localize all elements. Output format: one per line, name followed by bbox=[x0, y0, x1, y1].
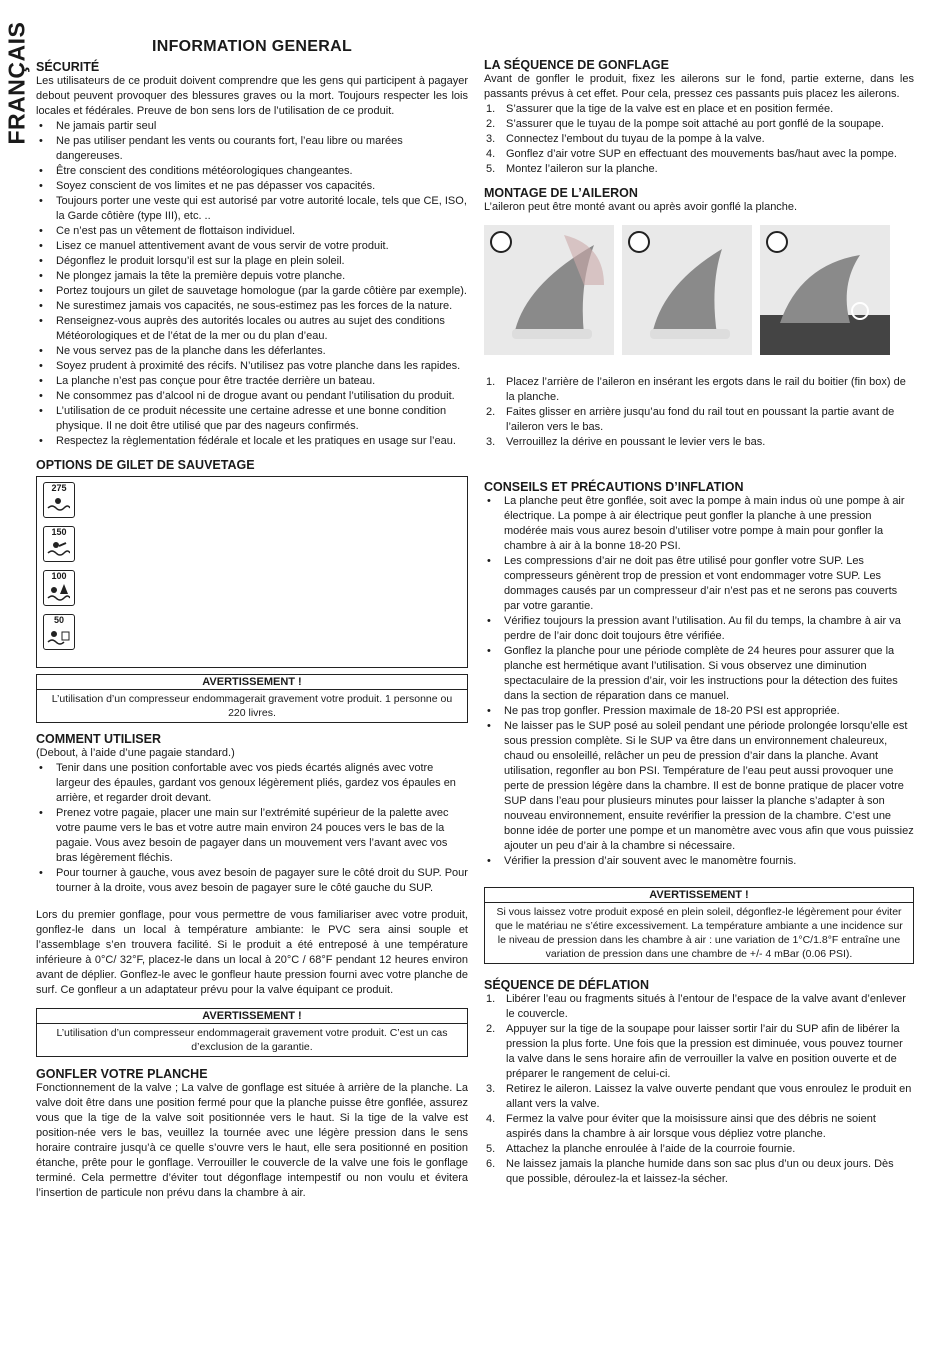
language-label: FRANÇAIS bbox=[3, 21, 30, 145]
securite-item: • Être conscient des conditions météorologiques changeantes. bbox=[36, 164, 468, 179]
swimmer-icon bbox=[46, 538, 70, 558]
language-tab bbox=[3, 21, 30, 145]
sequence-item: 5. Montez l’aileron sur la planche. bbox=[486, 163, 658, 175]
conseils-item: • Gonflez la planche pour une période complète de 24 heures pour assurer que la planche est hermétique avant l’utilisation. Si vous observez une diminution spectaculaire de la pression d’air, voir les instructions pour la détection des fuites dans la section de réparation dans ce manuel. bbox=[484, 644, 914, 704]
step-circle bbox=[490, 231, 512, 253]
gilet-options-box bbox=[36, 476, 468, 668]
sequence-item-text: S’assurer que le tuyau de la pompe soit attaché au port gonflé de la soupape. bbox=[506, 118, 884, 130]
securite-item: • Portez toujours un gilet de sauvetage homologue (par la garde côtière par exemple). bbox=[36, 284, 468, 299]
aileron-item: 1. Placez l’arrière de l’aileron en insérant les ergots dans le rail du boitier (fin box) de la planche. bbox=[486, 376, 906, 403]
utiliser-section bbox=[36, 732, 468, 998]
securite-item: • Ne consommez pas d’alcool ni de drogue avant ou pendant l’utilisation du produit. bbox=[36, 389, 468, 404]
utiliser-item: • Pour tourner à gauche, vous avez besoin de pagayer sure le côté droit du SUP. Pour tourner à la droite, vous avez besoin de pagayer sure le côté gauche du SUP. bbox=[36, 866, 468, 896]
sequence-item-text: Montez l’aileron sur la planche. bbox=[506, 163, 658, 175]
conseils-item: • Les compressions d’air ne doit pas être utilisé pour gonfler votre SUP. Les compresseurs génèrent trop de pression et vont endommager votre SUP. Les dommages causés par un compresseur d’air n’est pas et ne serons pas couverts par votre garantie. bbox=[484, 554, 914, 614]
conseils-item: • Ne pas trop gonfler. Pression maximale de 18-20 PSI est appropriée. bbox=[484, 704, 914, 719]
securite-heading: SÉCURITÉ bbox=[36, 60, 100, 74]
fin-photo-1 bbox=[484, 225, 614, 355]
vest-rating-label: 100 bbox=[51, 571, 67, 581]
vest-rating-icon bbox=[43, 482, 75, 518]
aileron-item: 3. Verrouillez la dérive en poussant le levier vers le bas. bbox=[486, 436, 766, 448]
fin-photo-2 bbox=[622, 225, 752, 355]
conseils-item: • Ne laisser pas le SUP posé au soleil pendant une période prolongée lorsqu’elle est sous pression complète. Si le SUP va être dans un environnement chaleureux, chaud ou ensoleillé, relâcher un peu de pression d’air dans la planche. Avant utilisation, regonfler au bon PSI. Température de l’eau peut aussi provoquer une perte de pression légère dans la chambre. Il est de bonne pratique de placer votre SUP dans l’eau pour plusieurs minutes pour laisser la planche s’adapter à son nouveau environnement, ensuite revérifier la pression de la chambre. C’est une bonne idée de porter une pompe et un manomètre avec vous afin que vous puissiez ajouter un peu d’air à la chambre si nécessaire. bbox=[484, 719, 914, 854]
fin-photos bbox=[484, 225, 914, 355]
sequence-item: 4. Gonflez d’air votre SUP en effectuant des mouvements bas/haut avec la pompe. bbox=[486, 148, 897, 160]
vest-rating-icon bbox=[43, 570, 75, 606]
securite-item: • Toujours porter une veste qui est autorisé par votre autorité locale, tels que CE, ISO, la Garde côtière (type III), etc. .. bbox=[36, 194, 468, 224]
conseils-heading: CONSEILS ET PRÉCAUTIONS D’INFLATION bbox=[484, 480, 744, 494]
sequence-item: 2. S’assurer que le tuyau de la pompe soit attaché au port gonflé de la soupape. bbox=[486, 118, 884, 130]
conseils-item: • La planche peut être gonflée, soit avec la pompe à main indus où une pompe à air électrique. La pompe à air électrique peut gonfler la planche à une pression modérée mais vous aurez besoin d’utiliser votre pompe à main pour gonfler la chambre à air à la bonne 18-20 PSI. bbox=[484, 494, 914, 554]
deflation-item: 2. Appuyer sur la tige de la soupape pour laisser sortir l’air du SUP afin de libérer la pression la plus forte. Une fois que la pression est diminuée, vous pouvez tourner la valve dans le sens horaire afin de verrouiller la valve en position ouverte et de préparer le rangement de celui-ci. bbox=[486, 1023, 903, 1080]
warning-title: AVERTISSEMENT ! bbox=[37, 675, 467, 690]
deflation-item-text: Appuyer sur la tige de la soupape pour laisser sortir l’air du SUP afin de libérer la pression la plus forte. Une fois que la pression est diminuée, vous pouvez tourner la valve dans le sens horaire afin de verrouiller la valve en position ouverte et de préparer le rangement de celui-ci. bbox=[506, 1023, 903, 1080]
securite-item: • Respectez la règlementation fédérale et locale et les pratiques en usage sur l’eau. bbox=[36, 434, 468, 449]
deflation-item-text: Attachez la planche enroulée à l’aide de la courroie fournie. bbox=[506, 1143, 796, 1155]
gilet-heading: OPTIONS DE GILET DE SAUVETAGE bbox=[36, 458, 255, 472]
gonfler-heading: GONFLER VOTRE PLANCHE bbox=[36, 1067, 208, 1081]
left-column bbox=[36, 38, 468, 1201]
securite-section bbox=[36, 60, 468, 449]
aileron-item-text: Verrouillez la dérive en poussant le levier vers le bas. bbox=[506, 436, 766, 448]
sequence-item-text: Gonflez d’air votre SUP en effectuant des mouvements bas/haut avec la pompe. bbox=[506, 148, 897, 160]
sequence-list bbox=[484, 102, 914, 177]
deflation-section bbox=[484, 978, 914, 1187]
deflation-item-text: Ne laissez jamais la planche humide dans son sac plus d’un ou deux jours. Dès que possible, déroulez-la et laissez-la sécher. bbox=[506, 1158, 894, 1185]
securite-item: • Ce n’est pas un vêtement de flottaison individuel. bbox=[36, 224, 468, 239]
sequence-item: 3. Connectez l’embout du tuyau de la pompe à la valve. bbox=[486, 133, 765, 145]
gonfler-paragraph: Fonctionnement de la valve ; La valve de gonflage est située à arrière de la planche. La valve doit être dans une position fermé pour que la planche puisse être gonflée, assurez vous que la tige de la valve soit positionnée vers le haut. Si la tige de la valve est position-née vers le bas, veuillez la tournée avec une légère pression dans le sens horaire contraire jusqu’à ce quelle s’ouvre vers le haut, elle sera positionné en position étanche, prête pour le gonflage. Verrouiller le couvercle de la valve une fois le gonflage terminé. Cela permettre d’éviter tout dégonflage intempestif ou non voulu et évitera l’insertion de particule non prévu dans la chambre à air. bbox=[36, 1082, 468, 1199]
utiliser-item: • Prenez votre pagaie, placer une main sur l’extrémité supérieur de la palette avec votre paume vers le bas et votre autre main environ 24 pouces vers le bas de la pagaie. Vous avez besoin de pagayer dans un mouvement vers l’avant avec vos bras légèrement fléchis. bbox=[36, 806, 468, 866]
aileron-item: 2. Faites glisser en arrière jusqu’au fond du rail tout en poussant la partie avant de l’aileron vers le bas. bbox=[486, 406, 895, 433]
step-circle bbox=[628, 231, 650, 253]
securite-item: • Ne surestimez jamais vos capacités, ne sous-estimez pas les forces de la nature. bbox=[36, 299, 468, 314]
conseils-list bbox=[484, 494, 914, 869]
securite-item: • Ne vous servez pas de la planche dans les déferlantes. bbox=[36, 344, 468, 359]
deflation-item-text: Fermez la valve pour éviter que la moisissure ainsi que des débris ne soient aspirés dans la chambre à air lorsque vous dépliez votre planche. bbox=[506, 1113, 876, 1140]
deflation-item: 1. Libérer l’eau ou fragments situés à l’entour de l’espace de la valve avant d’enlever le couvercle. bbox=[486, 993, 906, 1020]
securite-item: • Dégonflez le produit lorsqu’il est sur la plage en plein soleil. bbox=[36, 254, 468, 269]
aileron-heading: MONTAGE DE L’AILERON bbox=[484, 186, 638, 200]
vest-rating-icon bbox=[43, 526, 75, 562]
securite-item: • La planche n’est pas conçue pour être tractée derrière un bateau. bbox=[36, 374, 468, 389]
aileron-item-text: Placez l’arrière de l’aileron en insérant les ergots dans le rail du boitier (fin box) de la planche. bbox=[506, 376, 906, 403]
fin-photo-3 bbox=[760, 225, 890, 355]
securite-list bbox=[36, 119, 468, 449]
sequence-section bbox=[484, 58, 914, 177]
right-column bbox=[484, 58, 914, 1187]
swimmer-wave-icon bbox=[46, 494, 70, 514]
sequence-intro: Avant de gonfler le produit, fixez les ailerons sur le fond, partie externe, dans les passants prévus à cet effet. Pour cela, pressez ces passants puis placez les ailerons. bbox=[484, 73, 914, 100]
deflation-list bbox=[484, 992, 914, 1187]
securite-item: • Soyez prudent à proximité des récifs. N’utilisez pas votre planche dans les rapides. bbox=[36, 359, 468, 374]
sequence-item: 1. S’assurer que la tige de la valve est en place et en position fermée. bbox=[486, 103, 834, 115]
aileron-section bbox=[484, 186, 914, 450]
conseils-item: • Vérifier la pression d’air souvent avec le manomètre fournis. bbox=[484, 854, 914, 869]
utiliser-list bbox=[36, 761, 468, 896]
securite-item: • L’utilisation de ce produit nécessite une certaine adresse et une bonne condition physique. Il ne doit être utilisé que par des nageurs confirmés. bbox=[36, 404, 468, 434]
page-title: INFORMATION GENERAL bbox=[151, 38, 353, 55]
vest-rating-label: 50 bbox=[53, 615, 64, 625]
securite-item: • Ne plongez jamais la tête la première depuis votre planche. bbox=[36, 269, 468, 284]
deflation-item: 3. Retirez le aileron. Laissez la valve ouverte pendant que vous enroulez le produit en allant vers la valve. bbox=[486, 1083, 912, 1110]
sequence-heading: LA SÉQUENCE DE GONFLAGE bbox=[484, 58, 669, 72]
aileron-list bbox=[484, 375, 914, 450]
securite-item: • Ne pas utiliser pendant les vents ou courants fort, l’eau libre ou marées dangereuses. bbox=[36, 134, 468, 164]
sequence-item-text: S’assurer que la tige de la valve est en place et en position fermée. bbox=[506, 103, 834, 115]
securite-item: • Lisez ce manuel attentivement avant de vous servir de votre produit. bbox=[36, 239, 468, 254]
warning-box bbox=[36, 674, 468, 723]
securite-item: • Renseignez-vous auprès des autorités locales ou autres au sujet des conditions Météorologiques et de l’état de la mer ou du plan d’eau. bbox=[36, 314, 468, 344]
warning-title: AVERTISSEMENT ! bbox=[37, 1009, 467, 1024]
vest-rating-icon bbox=[43, 614, 75, 650]
deflation-item-text: Retirez le aileron. Laissez la valve ouverte pendant que vous enroulez le produit en allant vers la valve. bbox=[506, 1083, 912, 1110]
step-circle bbox=[766, 231, 788, 253]
vest-rating-label: 150 bbox=[51, 527, 67, 537]
aileron-item-text: Faites glisser en arrière jusqu’au fond du rail tout en poussant la partie avant de l’aileron vers le bas. bbox=[506, 406, 895, 433]
securite-item: • Soyez conscient de vos limites et ne pas dépasser vos capacités. bbox=[36, 179, 468, 194]
warning-title: AVERTISSEMENT ! bbox=[485, 888, 913, 903]
utiliser-item: • Tenir dans une position confortable avec vos pieds écartés alignés avec votre largeur des épaules, gardant vos genoux légèrement pliés, gardez vos épaules en arrière, et regarder droit devant. bbox=[36, 761, 468, 806]
sequence-item-text: Connectez l’embout du tuyau de la pompe à la valve. bbox=[506, 133, 765, 145]
utiliser-paragraph: Lors du premier gonflage, pour vous permettre de vous familiariser avec votre produit, gonflez-le dans un local à température ambiante: le PVC sera ainsi souple et l’assemblage s’en trouvera facilité. Si le produit a été entreposé à une température inférieure à 0°C/ 32°F, placez-le dans un local à 20°C / 68°F pendant 12 heures environ avant de déplier. Gonflez-le avec le gonfleur haute pression fourni avec votre planche de surf. Ce gonfleur a un adaptateur prévu pour la valve équipant ce produit. bbox=[36, 909, 468, 996]
deflation-item: 4. Fermez la valve pour éviter que la moisissure ainsi que des débris ne soient aspirés dans la chambre à air lorsque vous dépliez votre planche. bbox=[486, 1113, 876, 1140]
utiliser-heading: COMMENT UTILISER bbox=[36, 732, 161, 746]
warning-box bbox=[484, 887, 914, 964]
swimmer-shore-icon bbox=[46, 626, 70, 646]
deflation-item: 6. Ne laissez jamais la planche humide dans son sac plus d’un ou deux jours. Dès que possible, déroulez-la et laissez-la sécher. bbox=[486, 1158, 894, 1185]
utiliser-sub: (Debout, à l’aide d’une pagaie standard.) bbox=[36, 747, 235, 759]
aileron-intro: L’aileron peut être monté avant ou après avoir gonflé la planche. bbox=[484, 201, 798, 213]
deflation-item: 5. Attachez la planche enroulée à l’aide de la courroie fournie. bbox=[486, 1143, 796, 1155]
vest-rating-label: 275 bbox=[51, 483, 67, 493]
conseils-section bbox=[484, 480, 914, 869]
warning-body: L’utilisation d’un compresseur endommagerait gravement votre produit. 1 personne ou 220 livres. bbox=[51, 693, 453, 719]
securite-intro: Les utilisateurs de ce produit doivent comprendre que les gens qui participent à pagayer debout peuvent provoquer des blessures graves ou la mort. Toujours respecter les lois locales et fédérales. Preuve de bon sens lors de l’utilisation de ce produit. bbox=[36, 75, 468, 117]
warning-body: L’utilisation d’un compresseur endommagerait gravement votre produit. C’est un cas d’exclusion de la garantie. bbox=[56, 1027, 448, 1053]
swimmer-tree-icon bbox=[46, 582, 70, 602]
deflation-item-text: Libérer l’eau ou fragments situés à l’entour de l’espace de la valve avant d’enlever le couvercle. bbox=[506, 993, 906, 1020]
conseils-item: • Vérifiez toujours la pression avant l’utilisation. Au fil du temps, la chambre à air va perdre de l’air donc doit toujours être vérifiée. bbox=[484, 614, 914, 644]
gonfler-section bbox=[36, 1067, 468, 1201]
deflation-heading: SÉQUENCE DE DÉFLATION bbox=[484, 978, 650, 992]
warning-box bbox=[36, 1008, 468, 1057]
securite-item: • Ne jamais partir seul bbox=[36, 119, 468, 134]
gilet-section bbox=[36, 458, 468, 668]
warning-body: Si vous laissez votre produit exposé en plein soleil, dégonflez-le légèrement pour éviter que le matériau ne s’étire excessivement. La température ambiante a une incidence sur le niveau de pression dans les chambre à air : une variation de 1°C/1.8°F entraîne une variation de pression dans une chambre de +/- 4 mBar (0.06 PSI). bbox=[495, 906, 903, 960]
